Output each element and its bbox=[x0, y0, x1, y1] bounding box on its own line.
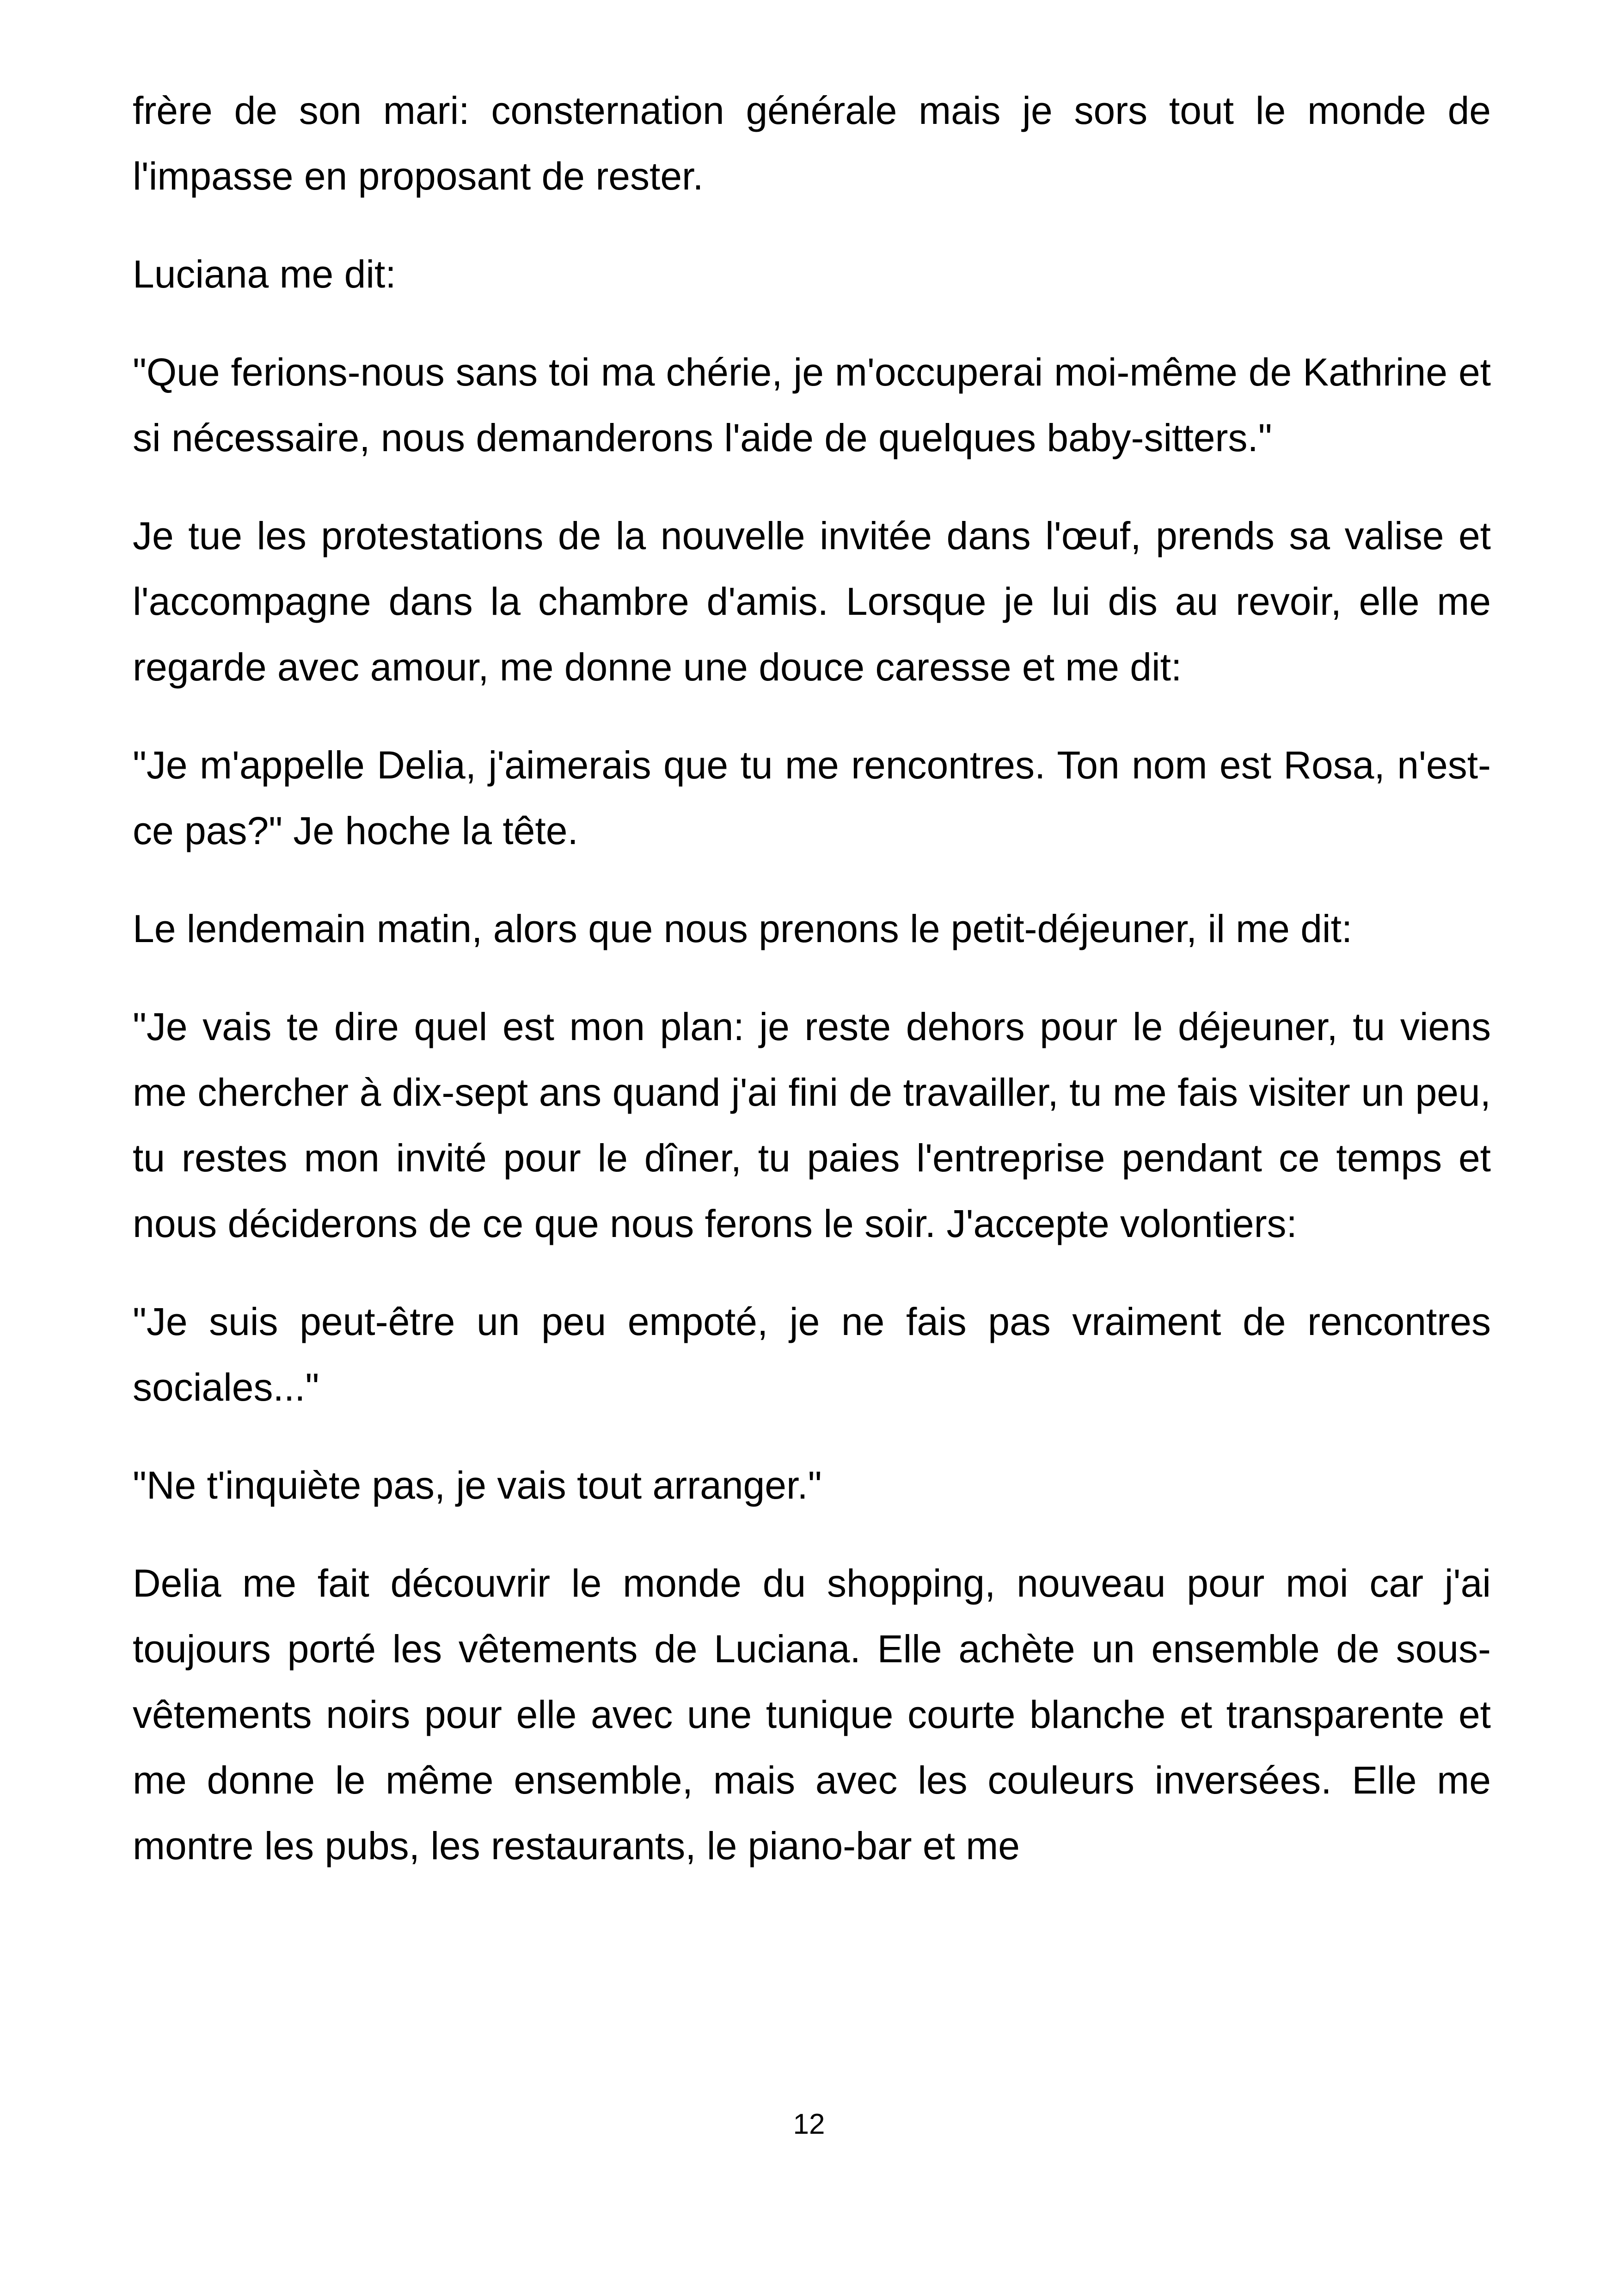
paragraph: Luciana me dit: bbox=[133, 252, 396, 296]
paragraph: Le lendemain matin, alors que nous prenons le petit-déjeuner, il me dit: bbox=[133, 907, 1353, 950]
paragraph: Delia me fait découvrir le monde du shopping, nouveau pour moi car j'ai toujours porté les vêtements de Luciana. Elle achète un ensemble de sous-vêtements noirs pour elle avec une tunique courte blanche et transparente et me donne le même ensemble, mais avec les couleurs inversées. Elle me montre les pubs, les restaurants, le piano-bar et me bbox=[133, 1561, 1491, 1867]
paragraph: Je tue les protestations de la nouvelle invitée dans l'œuf, prends sa valise et l'accompagne dans la chambre d'amis. Lorsque je lui dis au revoir, elle me regarde avec amour, me donne une douce caresse et me dit: bbox=[133, 514, 1491, 689]
paragraph: "Je m'appelle Delia, j'aimerais que tu me rencontres. Ton nom est Rosa, n'est-ce pas?" Je hoche la tête. bbox=[133, 743, 1491, 852]
paragraph: "Ne t'inquiète pas, je vais tout arranger." bbox=[133, 1463, 822, 1507]
page-number: 12 bbox=[793, 2108, 825, 2140]
paragraph: "Que ferions-nous sans toi ma chérie, je m'occuperai moi-même de Kathrine et si nécessaire, nous demanderons l'aide de quelques baby-sitters." bbox=[133, 350, 1491, 459]
paragraph: "Je suis peut-être un peu empoté, je ne fais pas vraiment de rencontres sociales..." bbox=[133, 1300, 1491, 1409]
paragraph: frère de son mari: consternation générale mais je sors tout le monde de l'impasse en proposant de rester. bbox=[133, 89, 1491, 198]
body-text bbox=[133, 78, 1491, 1911]
paragraph: "Je vais te dire quel est mon plan: je reste dehors pour le déjeuner, tu viens me chercher à dix-sept ans quand j'ai fini de travailler, tu me fais visiter un peu, tu restes mon invité pour le dîner, tu paies l'entreprise pendant ce temps et nous déciderons de ce que nous ferons le soir. J'accepte volontiers: bbox=[133, 1005, 1491, 1245]
